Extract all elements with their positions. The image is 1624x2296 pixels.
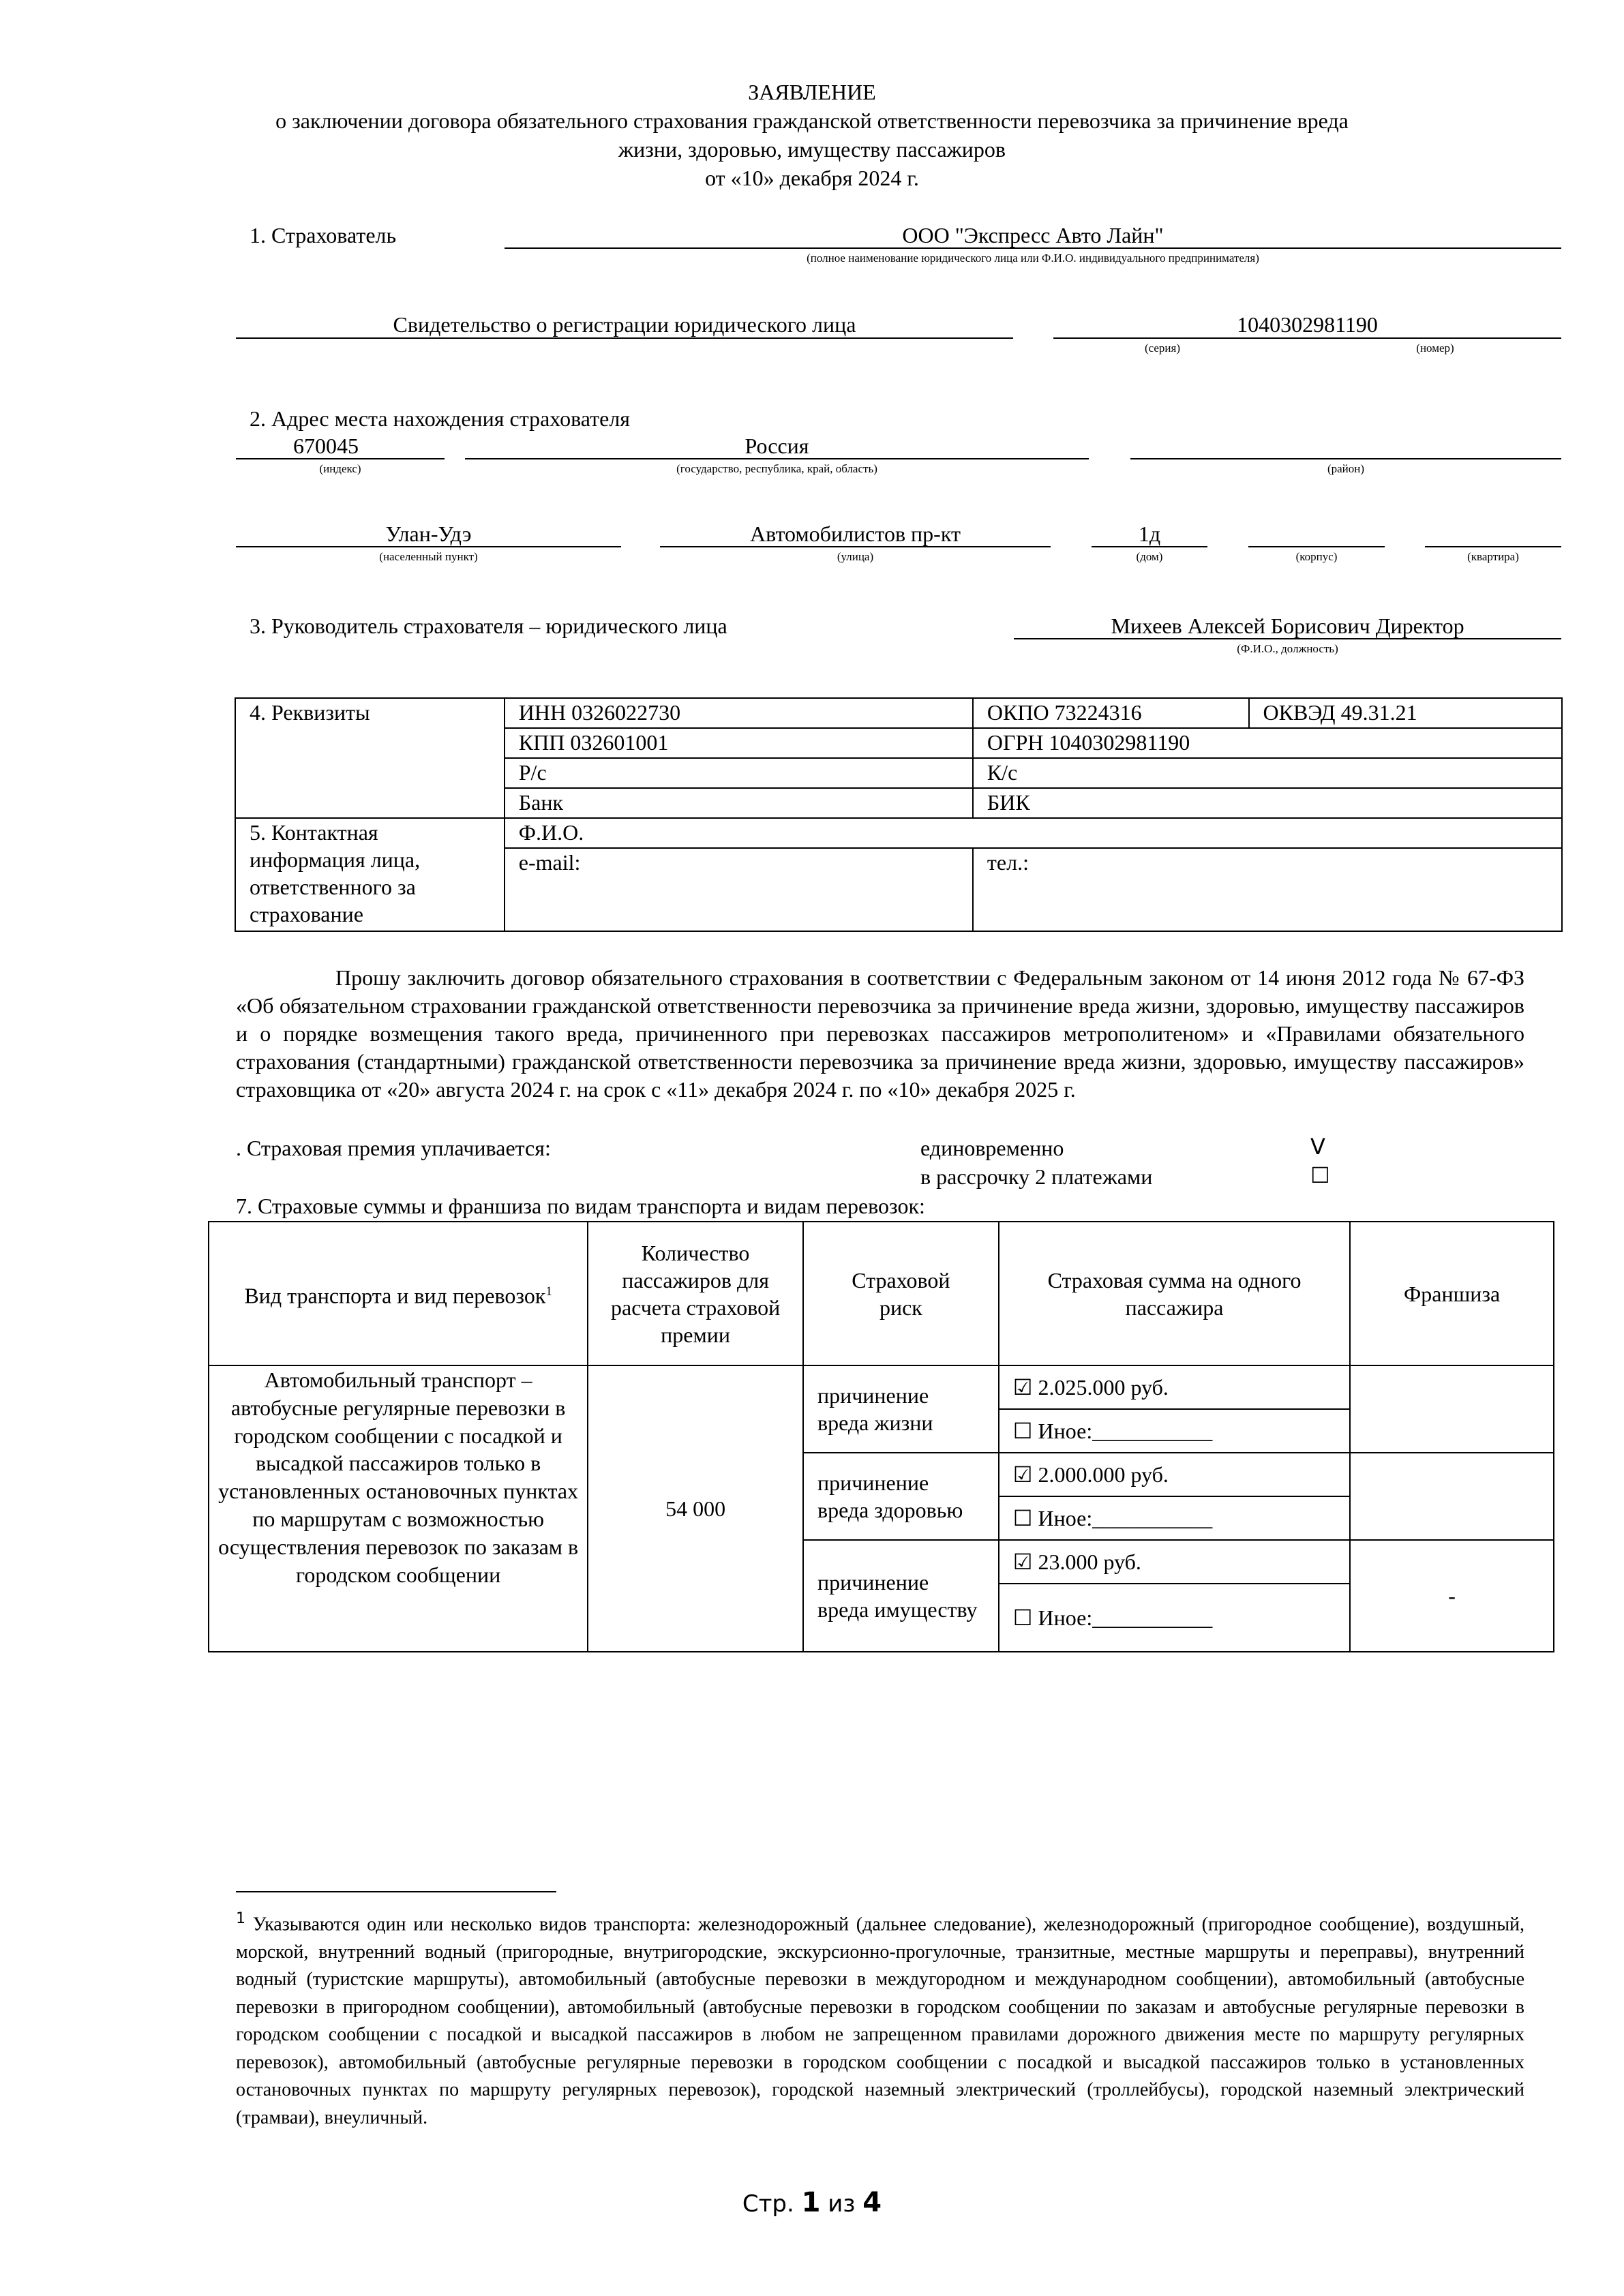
- sum-health-other[interactable]: ☐ Иное:___________: [999, 1496, 1350, 1540]
- contact-fio: Ф.И.О.: [505, 818, 1562, 848]
- bik: БИК: [973, 788, 1562, 818]
- insurer-label: 1. Страхователь: [250, 223, 397, 247]
- header-sum: Страховая сумма на одного пассажира: [999, 1222, 1350, 1365]
- director-hint: (Ф.И.О., должность): [1237, 642, 1338, 655]
- option-installments-label: в рассрочку 2 платежами: [920, 1164, 1153, 1189]
- address-flat-line: [1425, 546, 1561, 547]
- sums-label: 7. Страховые суммы и франшиза по видам транспорта и видам перевозок:: [236, 1194, 925, 1218]
- address-district-hint: (район): [1327, 462, 1365, 475]
- insurer-name-hint: (полное наименование юридического лица или Ф.И.О. индивидуального предпринимателя): [807, 252, 1259, 265]
- page-current: 1: [801, 2187, 821, 2218]
- contact-tel: тел.:: [973, 848, 1562, 931]
- ogrn: ОГРН 1040302981190: [973, 728, 1562, 758]
- requisites-label: 4. Реквизиты: [235, 698, 505, 818]
- sum-health[interactable]: ☑ 2.000.000 руб.: [999, 1453, 1350, 1496]
- franchise-value: -: [1350, 1540, 1554, 1652]
- address-building-line: [1248, 546, 1385, 547]
- address-index: 670045: [293, 434, 359, 458]
- passengers-count: 54 000: [588, 1365, 803, 1652]
- request-paragraph: Прошу заключить договор обязательного страхования в соответствии с Федеральным законом от 14 июня 2012 года № 67-ФЗ «Об обязательном страховании гражданской ответственности перевозчика за причинение вреда жизни, здоровью, имуществу пассажиров и о порядке возмещения такого вреда, причиненного при перевозках пассажиров метрополитеном» и «Правилами обязательного страхования (стандартными) гражданской ответственности перевозчика за причинение вреда жизни, здоровью, имуществу пассажиров» страховщика от «20» августа 2024 г. на срок с «11» декабря 2024 г. по «10» декабря 2025 г.: [236, 965, 1524, 1102]
- option-once-mark[interactable]: V: [1310, 1134, 1325, 1160]
- address-index-hint: (индекс): [319, 462, 361, 475]
- footnote-text: Указываются один или несколько видов транспорта: железнодорожный (дальнее следование), железнодорожный (пригородное сообщение), воздушный, морской, внутренний водный (пригородные, внутригородские, экскурсионно-прогулочные, транзитные, местные маршруты и переправы), внутренний водный (туристские маршруты), автомобильный (автобусные перевозки в междугородном и международном сообщении), автомобильный (автобусные перевозки в пригородном сообщении), автомобильный (автобусные перевозки в городском сообщении по заказам и автобусные регулярные перевозки в городском сообщении с посадкой и высадкой пассажиров в любом не запрещенном правилами дорожного движения месте по маршруту регулярных перевозок), автомобильный (автобусные регулярные перевозки в городском сообщении с посадкой и высадкой пассажиров только в установленных остановочных пунктах по маршруту регулярных перевозок), городской наземный электрический (троллейбусы), городской наземный электрический (трамваи), внеуличный.: [236, 1914, 1525, 2128]
- address-country-hint: (государство, республика, край, область): [676, 462, 877, 475]
- address-city-hint: (населенный пункт): [379, 550, 478, 563]
- header-franchise: Франшиза: [1350, 1222, 1554, 1365]
- insurer-name: ООО "Экспресс Авто Лайн": [902, 223, 1164, 247]
- number-hint: (номер): [1416, 342, 1454, 354]
- header-risk: Страховой риск: [803, 1222, 999, 1365]
- address-house: 1д: [1138, 522, 1161, 546]
- registration-doc: Свидетельство о регистрации юридического лица: [393, 312, 856, 337]
- address-house-line: [1092, 546, 1207, 547]
- rs: Р/с: [505, 758, 973, 788]
- inn: ИНН 0326022730: [505, 698, 973, 728]
- option-once-label: единовременно: [920, 1136, 1064, 1160]
- header-transport: Вид транспорта и вид перевозок$^1$: [209, 1222, 588, 1365]
- requisites-table: [235, 697, 1563, 932]
- document-date: от «10» декабря 2024 г.: [705, 166, 919, 190]
- sum-life[interactable]: ☑ 2.025.000 руб.: [999, 1365, 1350, 1409]
- page-number: Стр. 1 из 4: [742, 2187, 882, 2218]
- address-house-hint: (дом): [1136, 550, 1163, 563]
- sums-table: [208, 1221, 1554, 1652]
- footnote: [236, 1905, 1524, 2132]
- address-flat-hint: (квартира): [1467, 550, 1519, 563]
- address-street: Автомобилистов пр-кт: [750, 522, 961, 546]
- address-index-line: [236, 458, 445, 459]
- footnote-separator: [236, 1891, 556, 1892]
- franchise-health: [1350, 1453, 1554, 1540]
- document-subtitle-2: жизни, здоровью, имуществу пассажиров: [618, 137, 1006, 162]
- option-installments-checkbox[interactable]: ☐: [1310, 1162, 1330, 1188]
- header-passengers: Количество пассажиров для расчета страховой премии: [588, 1222, 803, 1365]
- registration-number-line: [1053, 337, 1561, 339]
- footnote-ref: 1: [545, 1284, 552, 1299]
- okpo: ОКПО 73224316: [973, 698, 1249, 728]
- sum-property[interactable]: ☑ 23.000 руб.: [999, 1540, 1350, 1584]
- address-country-line: [465, 458, 1089, 459]
- registration-number: 1040302981190: [1237, 312, 1378, 337]
- address-city: Улан-Удэ: [385, 522, 472, 546]
- contact-label: 5. Контактная информация лица, ответственного за страхование: [235, 818, 505, 931]
- director-line: [1014, 638, 1561, 639]
- franchise-life: [1350, 1365, 1554, 1453]
- page-total: 4: [862, 2187, 882, 2218]
- document-subtitle: о заключении договора обязательного страхования гражданской ответственности перевозчика за причинение вреда: [275, 108, 1349, 133]
- address-city-line: [236, 546, 621, 547]
- contact-email: e-mail:: [505, 848, 973, 931]
- director-label: 3. Руководитель страхователя – юридического лица: [250, 614, 727, 638]
- address-label: 2. Адрес места нахождения страхователя: [250, 406, 630, 431]
- address-street-line: [660, 546, 1051, 547]
- address-street-hint: (улица): [837, 550, 874, 563]
- address-district-line: [1130, 458, 1561, 459]
- address-building-hint: (корпус): [1295, 550, 1338, 563]
- okved: ОКВЭД 49.31.21: [1249, 698, 1563, 728]
- registration-doc-line: [236, 337, 1013, 339]
- document-title: ЗАЯВЛЕНИЕ: [748, 80, 876, 104]
- risk-property: причинение вреда имуществу: [803, 1540, 999, 1652]
- director-value: Михеев Алексей Борисович Директор: [1111, 614, 1464, 638]
- premium-label: . Страховая премия уплачивается:: [236, 1136, 551, 1160]
- sum-property-other[interactable]: ☐ Иное:___________: [999, 1584, 1350, 1652]
- kpp: КПП 032601001: [505, 728, 973, 758]
- footnote-marker: 1: [236, 1910, 245, 1927]
- transport-type: Автомобильный транспорт – автобусные регулярные перевозки в городском сообщении с посадкой и высадкой пассажиров только в установленных остановочных пунктах по маршрутам с возможностью осуществления перевозок по заказам в городском сообщении: [209, 1365, 588, 1652]
- address-country: Россия: [745, 434, 809, 458]
- sum-life-other[interactable]: ☐ Иное:___________: [999, 1409, 1350, 1453]
- series-hint: (серия): [1144, 342, 1181, 354]
- insurer-name-line: [505, 247, 1561, 249]
- ks: К/с: [973, 758, 1562, 788]
- risk-health: причинение вреда здоровью: [803, 1453, 999, 1540]
- risk-life: причинение вреда жизни: [803, 1365, 999, 1453]
- bank: Банк: [505, 788, 973, 818]
